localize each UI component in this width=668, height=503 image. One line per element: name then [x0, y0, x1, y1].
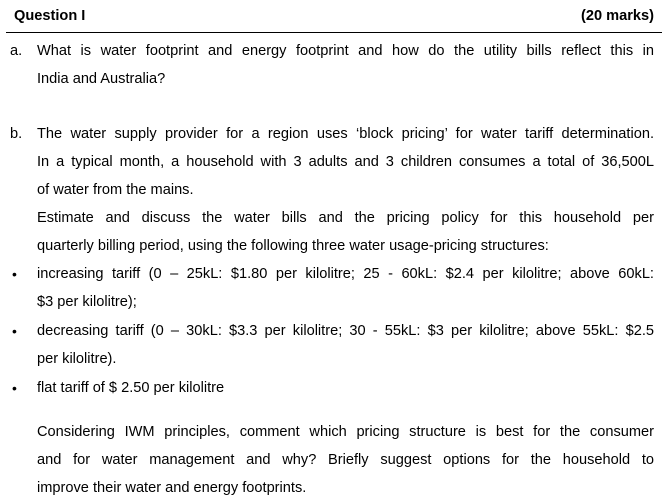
part-b-task-line: Estimate and discuss the water bills and the pricing policy for this household per: [37, 210, 654, 226]
part-b-intro: [37, 120, 654, 260]
bullet-line: increasing tariff (0 – 25kL: $1.80 per kilolitre; 25 - 60kL: $2.4 per kilolitre; above 60kL:: [37, 266, 654, 282]
part-b-closing: [37, 418, 654, 502]
bullet-icon: •: [12, 323, 17, 339]
bullet-icon: •: [12, 380, 17, 396]
closing-line: and for water management and why? Briefly suggest options for the household to: [37, 452, 654, 468]
part-b-intro-line: In a typical month, a household with 3 adults and 3 children consumes a total of 36,500L: [37, 154, 654, 170]
part-a-text: [37, 37, 654, 93]
question-header: [14, 8, 654, 30]
closing-line: improve their water and energy footprints.: [37, 480, 307, 496]
part-b-task-line: quarterly billing period, using the following three water usage-pricing structures:: [37, 238, 549, 254]
bullet-line: $3 per kilolitre);: [37, 294, 137, 310]
bullet-line: decreasing tariff (0 – 30kL: $3.3 per kilolitre; 30 - 55kL: $3 per kilolitre; above 55kL: $2.5: [37, 323, 654, 339]
bullet-icon: •: [12, 266, 17, 282]
question-title: Question I: [14, 8, 86, 24]
bullet-decreasing-tariff: [37, 317, 654, 373]
part-b-intro-line: of water from the mains.: [37, 182, 194, 198]
bullet-line: flat tariff of $ 2.50 per kilolitre: [37, 380, 225, 396]
part-a-line: India and Australia?: [37, 71, 166, 87]
closing-line: Considering IWM principles, comment which pricing structure is best for the consumer: [37, 424, 654, 440]
bullet-increasing-tariff: [37, 260, 654, 316]
part-b-marker: b.: [10, 126, 23, 142]
part-a-line: What is water footprint and energy footprint and how do the utility bills reflect this in: [37, 43, 654, 59]
part-b-intro-line: The water supply provider for a region uses ‘block pricing’ for water tariff determination.: [37, 126, 654, 142]
part-a-marker: a.: [10, 43, 23, 59]
bullet-flat-tariff: [37, 374, 654, 402]
bullet-line: per kilolitre).: [37, 351, 117, 367]
header-divider: [6, 32, 662, 33]
question-marks: (20 marks): [580, 8, 654, 24]
